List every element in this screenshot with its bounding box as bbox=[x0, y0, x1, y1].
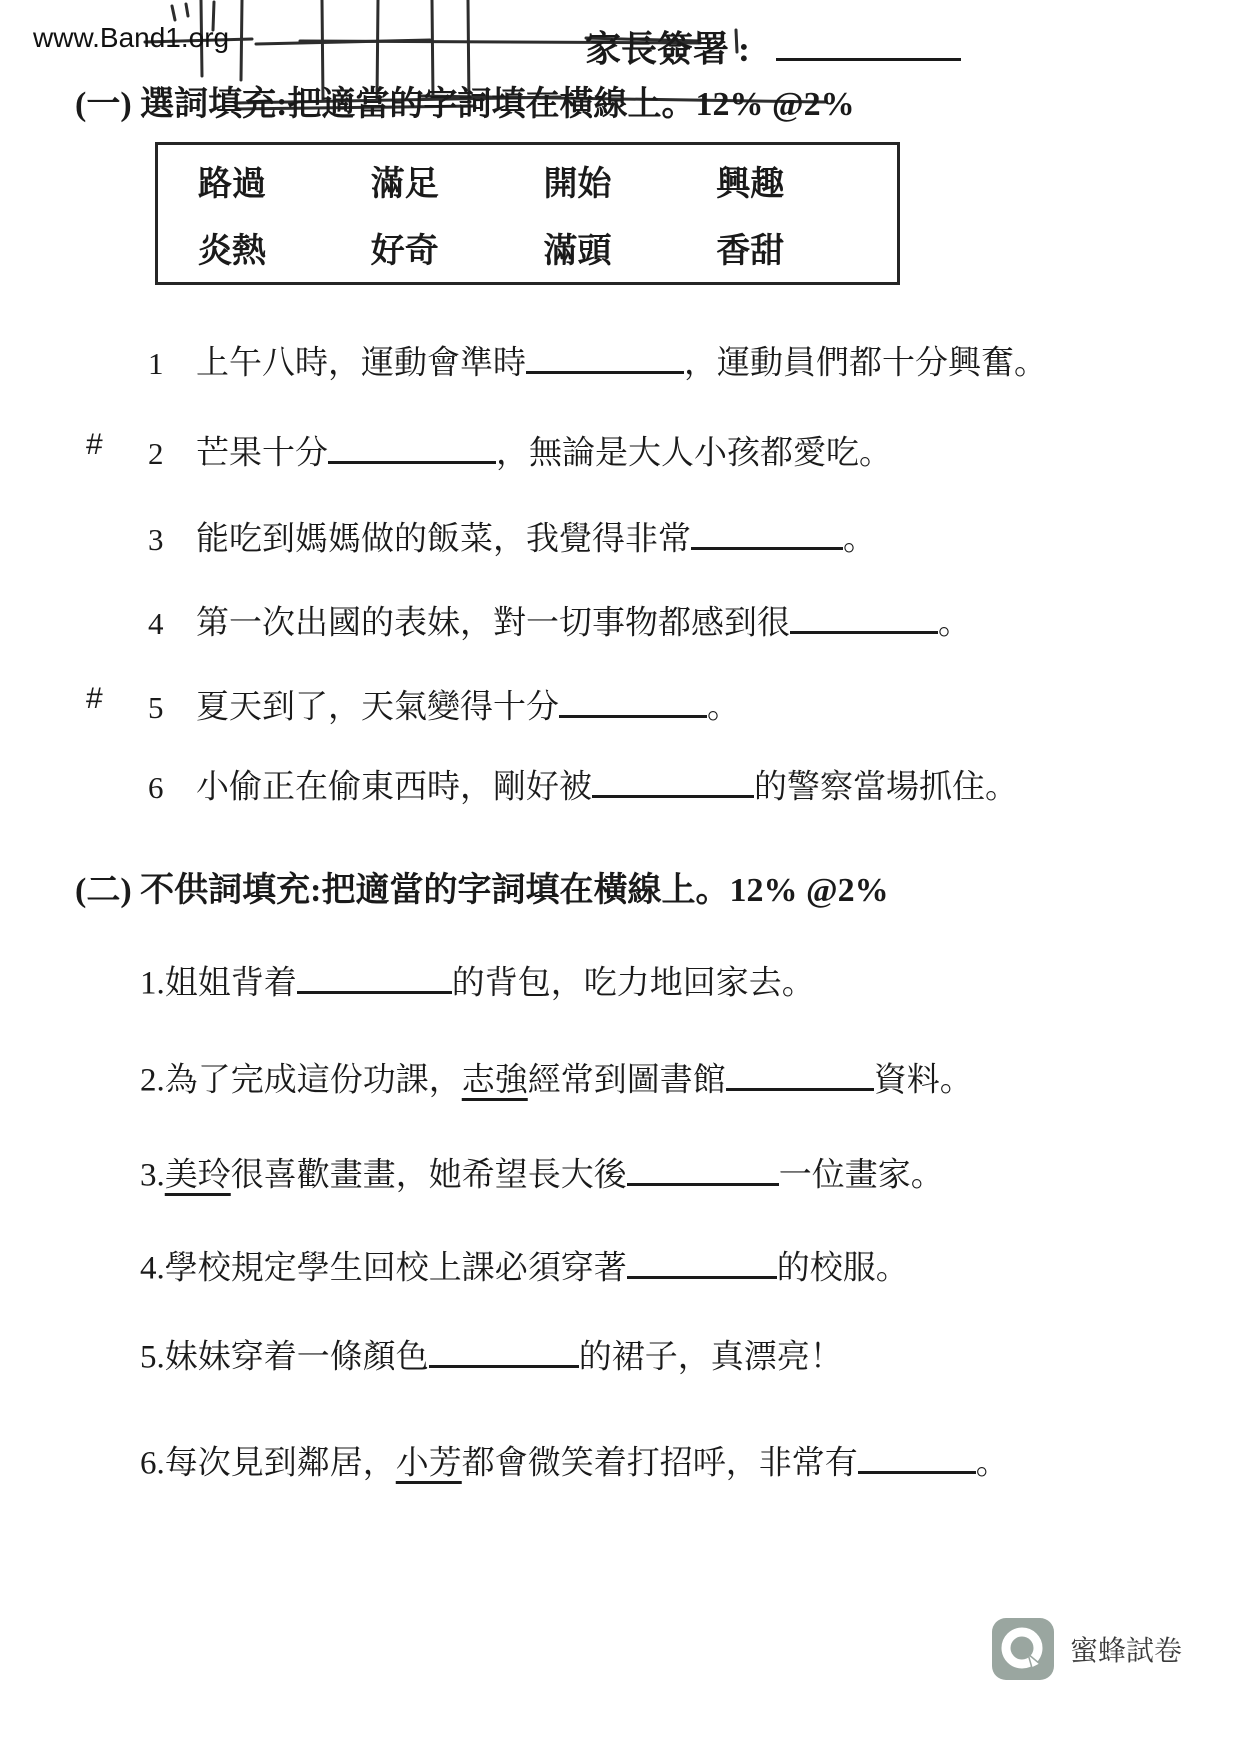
answer-blank bbox=[328, 426, 496, 464]
question-text-pre: 每次見到鄰居， bbox=[164, 1445, 396, 1482]
word-bank-item: 開始 bbox=[543, 165, 612, 203]
parent-signature-label: 家長簽署 : bbox=[585, 29, 750, 69]
question-text-after: 資料。 bbox=[873, 1062, 973, 1099]
question-row bbox=[140, 1241, 909, 1289]
answer-blank bbox=[526, 336, 684, 374]
answer-blank bbox=[858, 1436, 976, 1474]
parent-signature-row bbox=[585, 18, 961, 72]
word-bank-item: 路過 bbox=[198, 165, 266, 203]
question-text-after: ，運動員們都十分興奮。 bbox=[684, 345, 1047, 382]
question-number: 4. bbox=[140, 1250, 165, 1287]
question-text-pre: 學校規定學生回校上課必須穿著 bbox=[164, 1250, 627, 1287]
footer-logo-text: 蜜蜂試卷 bbox=[1070, 1635, 1183, 1666]
bee-exam-logo-icon bbox=[992, 1618, 1054, 1680]
parent-signature-line bbox=[776, 18, 961, 61]
word-bank-item: 興趣 bbox=[716, 165, 785, 203]
site-watermark: www.Band1.org bbox=[33, 22, 230, 53]
answer-blank bbox=[726, 1053, 874, 1091]
word-bank-item: 好奇 bbox=[370, 232, 439, 270]
question-text-pre: 妹妹穿着一條顏色 bbox=[164, 1339, 429, 1376]
question-number: 5 bbox=[148, 689, 164, 725]
footer-brand bbox=[992, 1618, 1182, 1680]
name-underlined: 小芳 bbox=[395, 1445, 462, 1482]
question-row bbox=[148, 512, 876, 560]
question-text-before: 上午八時，運動會準時 bbox=[196, 345, 526, 382]
name-underlined: 志強 bbox=[461, 1062, 528, 1099]
question-row bbox=[86, 680, 740, 728]
hash-marker: # bbox=[86, 428, 103, 461]
question-row bbox=[148, 336, 1047, 384]
question-text-before: 能吃到媽媽做的飯菜，我覺得非常 bbox=[196, 521, 691, 558]
question-number: 2. bbox=[140, 1062, 165, 1099]
question-number: 5. bbox=[140, 1339, 165, 1376]
question-row bbox=[148, 596, 971, 644]
word-bank-item: 香甜 bbox=[716, 232, 785, 270]
question-text-after: 的警察當場抓住。 bbox=[754, 769, 1018, 806]
answer-blank bbox=[592, 760, 754, 798]
answer-blank bbox=[429, 1330, 579, 1368]
question-text-pre: 為了完成這份功課， bbox=[164, 1062, 462, 1099]
answer-blank bbox=[691, 512, 843, 550]
answer-blank bbox=[627, 1241, 777, 1279]
question-text-after: ，無論是大人小孩都愛吃。 bbox=[496, 435, 892, 472]
question-text-after: 。 bbox=[938, 605, 971, 642]
answer-blank bbox=[790, 596, 938, 634]
question-text-before: 第一次出國的表妹，對一切事物都感到很 bbox=[196, 605, 790, 642]
question-row bbox=[140, 956, 815, 1004]
question-number: 1 bbox=[148, 345, 164, 381]
question-text-after: 的校服。 bbox=[776, 1250, 909, 1287]
question-text-before: 小偷正在偷東西時，剛好被 bbox=[196, 769, 592, 806]
question-text-before: 芒果十分 bbox=[196, 435, 328, 472]
question-number: 6. bbox=[140, 1445, 165, 1482]
question-text-after: 的裙子，真漂亮！ bbox=[578, 1339, 843, 1376]
section2-title: (二) 不供詞填充:把適當的字詞填在橫線上。12% @2% bbox=[75, 872, 889, 909]
question-row bbox=[140, 1436, 1009, 1484]
question-row bbox=[86, 426, 892, 474]
question-text-before: 夏天到了，天氣變得十分 bbox=[196, 689, 559, 726]
question-number: 4 bbox=[148, 605, 164, 641]
hash-marker: # bbox=[86, 682, 103, 715]
answer-blank bbox=[559, 680, 707, 718]
question-row bbox=[140, 1330, 843, 1378]
answer-blank bbox=[627, 1148, 779, 1186]
section1-title: (一) 選詞填充:把適當的字詞填在橫線上。12% @2% bbox=[75, 86, 855, 123]
question-number: 3. bbox=[140, 1157, 165, 1194]
question-text-after: 。 bbox=[975, 1445, 1009, 1482]
question-number: 6 bbox=[148, 769, 164, 805]
question-text-mid: 都會微笑着打招呼，非常有 bbox=[461, 1445, 858, 1482]
question-number: 3 bbox=[148, 521, 164, 557]
question-number: 2 bbox=[148, 435, 164, 471]
question-text-after: 。 bbox=[843, 521, 876, 558]
question-text-mid: 經常到圖書館 bbox=[527, 1062, 726, 1099]
word-bank-item: 滿頭 bbox=[543, 232, 612, 270]
question-text-after: 的背包，吃力地回家去。 bbox=[451, 965, 815, 1002]
question-row bbox=[140, 1148, 944, 1196]
question-text-after: 。 bbox=[707, 689, 740, 726]
question-text-mid: 很喜歡畫畫，她希望長大後 bbox=[230, 1157, 627, 1194]
name-underlined: 美玲 bbox=[164, 1157, 231, 1194]
question-number: 1. bbox=[140, 965, 165, 1002]
question-row bbox=[148, 760, 1018, 808]
word-bank-item: 滿足 bbox=[370, 165, 439, 203]
word-bank-item: 炎熱 bbox=[198, 232, 266, 270]
question-text-pre: 姐姐背着 bbox=[164, 965, 297, 1002]
question-text-after: 一位畫家。 bbox=[778, 1157, 944, 1194]
word-bank-box bbox=[155, 142, 900, 285]
answer-blank bbox=[297, 956, 452, 994]
question-row bbox=[140, 1053, 973, 1101]
